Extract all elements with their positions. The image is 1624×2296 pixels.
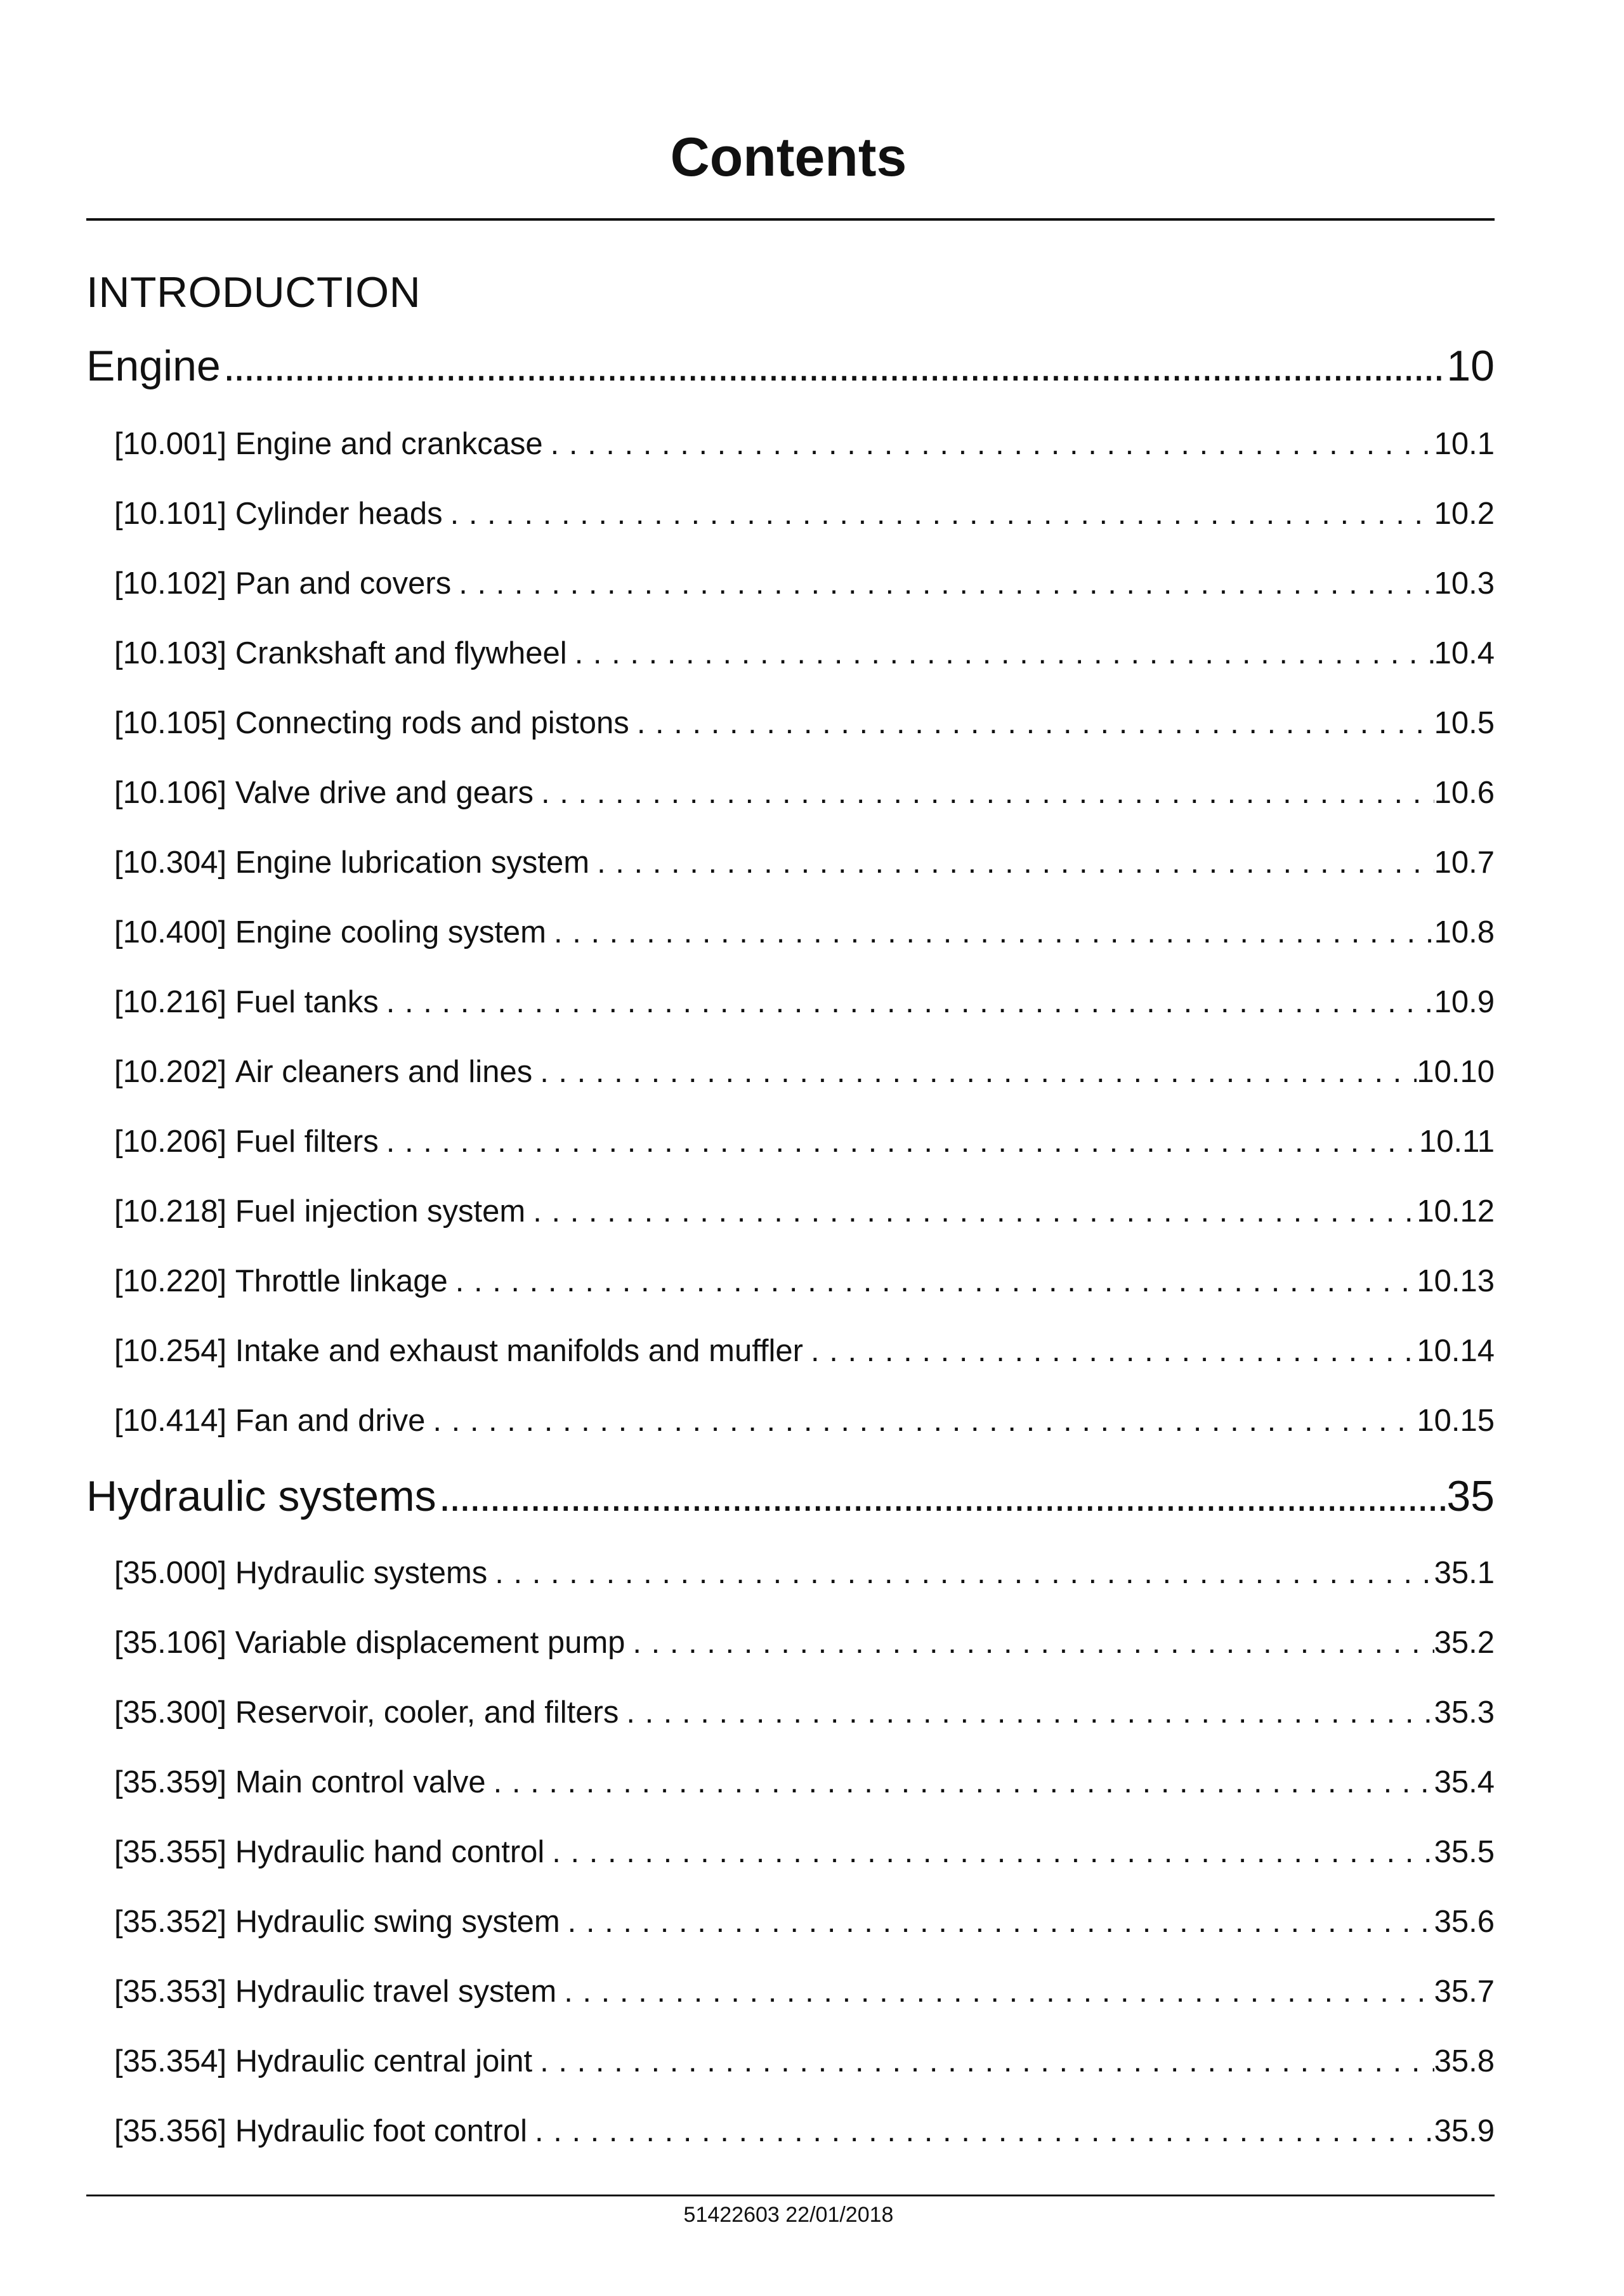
entry-title: Hydraulic systems [235, 1556, 488, 1590]
entry-title: Main control valve [235, 1765, 486, 1799]
entry-page: 10.13 [1417, 1264, 1495, 1298]
dot-leader [619, 1695, 1434, 1730]
entry-title: Engine lubrication system [235, 845, 590, 880]
dot-leader [532, 1054, 1417, 1090]
toc-entry[interactable] [114, 1054, 1495, 1090]
entry-code: [35.353] [114, 1974, 227, 2009]
toc-introduction[interactable]: INTRODUCTION [86, 268, 421, 316]
entry-page: 35.4 [1434, 1765, 1495, 1799]
dot-leader [532, 2044, 1434, 2079]
entry-code: [35.355] [114, 1835, 227, 1869]
dot-leader [448, 1263, 1417, 1299]
entry-page: 10.15 [1417, 1404, 1495, 1438]
entry-code: [35.300] [114, 1695, 227, 1730]
toc-entry[interactable] [114, 1904, 1495, 1940]
entry-code: [35.352] [114, 1905, 227, 1939]
chapter-title: Hydraulic systems [86, 1472, 436, 1520]
entry-page: 10.8 [1434, 915, 1495, 949]
dot-leader [803, 1333, 1417, 1369]
entry-title: Crankshaft and flywheel [235, 636, 567, 670]
entry-title: Engine cooling system [235, 915, 546, 949]
toc-entry[interactable] [114, 2113, 1495, 2149]
entry-title: Hydraulic travel system [235, 1974, 557, 2009]
entry-page: 10.7 [1434, 845, 1495, 880]
entry-code: [10.400] [114, 915, 227, 949]
page-footer: 51422603 22/01/2018 [683, 2203, 894, 2227]
entry-title: Air cleaners and lines [235, 1055, 533, 1089]
entry-code: [10.101] [114, 497, 227, 531]
dot-leader [527, 2113, 1434, 2149]
entry-code: [10.216] [114, 985, 227, 1019]
dot-leader [379, 984, 1434, 1020]
entry-title: Fuel tanks [235, 985, 379, 1019]
entry-page: 35.1 [1434, 1556, 1495, 1590]
toc-entry[interactable] [114, 1263, 1495, 1299]
chapter-title: Engine [86, 342, 221, 390]
dot-leader [629, 705, 1434, 741]
entry-code: [10.202] [114, 1055, 227, 1089]
toc-chapter-hydraulic-systems[interactable] [86, 1471, 1495, 1521]
entry-title: Throttle linkage [235, 1264, 448, 1298]
toc-entry[interactable] [114, 1695, 1495, 1730]
dot-leader [379, 1124, 1419, 1159]
entry-page: 35.3 [1434, 1695, 1495, 1730]
entry-title: Intake and exhaust manifolds and muffler [235, 1334, 803, 1368]
entry-title: Engine and crankcase [235, 427, 543, 461]
toc-entry[interactable] [114, 636, 1495, 671]
toc-entry[interactable] [114, 496, 1495, 532]
entry-title: Pan and covers [235, 566, 452, 601]
dot-leader [534, 775, 1434, 811]
chapter-page: 35 [1446, 1472, 1495, 1520]
entry-title: Hydraulic swing system [235, 1905, 560, 1939]
entry-code: [10.103] [114, 636, 227, 670]
dot-leader [425, 1403, 1417, 1438]
toc-entry[interactable] [114, 566, 1495, 601]
dot-leader [589, 845, 1434, 880]
toc-entry[interactable] [114, 984, 1495, 1020]
toc-entry[interactable] [114, 1124, 1495, 1159]
entry-page: 35.5 [1434, 1835, 1495, 1869]
entry-page: 10.9 [1434, 985, 1495, 1019]
dot-leader [560, 1904, 1434, 1940]
toc-entry[interactable] [114, 1974, 1495, 2009]
entry-title: Reservoir, cooler, and filters [235, 1695, 619, 1730]
entry-page: 10.12 [1417, 1194, 1495, 1229]
entry-page: 10.4 [1434, 636, 1495, 670]
toc-entry[interactable] [114, 1834, 1495, 1870]
toc-entry[interactable] [114, 705, 1495, 741]
entry-title: Fan and drive [235, 1404, 426, 1438]
entry-code: [35.000] [114, 1556, 227, 1590]
dot-leader [486, 1764, 1434, 1800]
footer-rule [86, 2195, 1495, 2196]
dot-leader [439, 1471, 1447, 1521]
entry-page: 10.5 [1434, 706, 1495, 740]
dot-leader [625, 1625, 1434, 1660]
toc-entry[interactable] [114, 1333, 1495, 1369]
dot-leader [451, 566, 1434, 601]
entry-page: 10.10 [1417, 1055, 1495, 1089]
toc-entry[interactable] [114, 775, 1495, 811]
entry-code: [10.414] [114, 1404, 227, 1438]
entry-page: 35.6 [1434, 1905, 1495, 1939]
entry-code: [35.106] [114, 1626, 227, 1660]
toc-entry[interactable] [114, 1403, 1495, 1438]
entry-code: [35.356] [114, 2114, 227, 2148]
dot-leader [567, 636, 1434, 671]
entry-page: 10.14 [1417, 1334, 1495, 1368]
toc-entry[interactable] [114, 915, 1495, 950]
entry-title: Hydraulic foot control [235, 2114, 527, 2148]
entry-page: 35.7 [1434, 1974, 1495, 2009]
entry-page: 10.2 [1434, 497, 1495, 531]
entry-code: [10.254] [114, 1334, 227, 1368]
entry-code: [10.001] [114, 427, 227, 461]
entry-title: Connecting rods and pistons [235, 706, 629, 740]
toc-entry[interactable] [114, 1555, 1495, 1591]
dot-leader [546, 915, 1434, 950]
entry-title: Fuel filters [235, 1125, 379, 1159]
entry-code: [10.105] [114, 706, 227, 740]
entry-page: 10.6 [1434, 776, 1495, 810]
entry-title: Hydraulic hand control [235, 1835, 545, 1869]
entry-code: [35.359] [114, 1765, 227, 1799]
entry-code: [35.354] [114, 2044, 227, 2078]
dot-leader [525, 1194, 1417, 1229]
dot-leader [487, 1555, 1434, 1591]
toc-entry[interactable] [114, 1625, 1495, 1660]
entry-code: [10.218] [114, 1194, 227, 1229]
toc-entry[interactable] [114, 2044, 1495, 2079]
entry-title: Hydraulic central joint [235, 2044, 533, 2078]
dot-leader [443, 496, 1434, 532]
entry-page: 10.3 [1434, 566, 1495, 601]
dot-leader [223, 341, 1447, 391]
dot-leader [543, 426, 1434, 462]
page-title: Contents [670, 127, 907, 188]
toc-chapter-engine[interactable] [86, 341, 1495, 391]
entry-code: [10.206] [114, 1125, 227, 1159]
entry-code: [10.220] [114, 1264, 227, 1298]
toc-entry[interactable] [114, 426, 1495, 462]
entry-code: [10.304] [114, 845, 227, 880]
entry-code: [10.106] [114, 776, 227, 810]
chapter-page: 10 [1446, 342, 1495, 390]
dot-leader [556, 1974, 1434, 2009]
entry-title: Valve drive and gears [235, 776, 534, 810]
entry-page: 10.11 [1419, 1125, 1495, 1159]
entry-title: Fuel injection system [235, 1194, 526, 1229]
toc-entry[interactable] [114, 1764, 1495, 1800]
entry-title: Variable displacement pump [235, 1626, 625, 1660]
entry-page: 35.2 [1434, 1626, 1495, 1660]
entry-code: [10.102] [114, 566, 227, 601]
entry-page: 35.9 [1434, 2114, 1495, 2148]
dot-leader [544, 1834, 1434, 1870]
toc-entry[interactable] [114, 1194, 1495, 1229]
toc-entry[interactable] [114, 845, 1495, 880]
entry-page: 35.8 [1434, 2044, 1495, 2078]
entry-title: Cylinder heads [235, 497, 443, 531]
entry-page: 10.1 [1434, 427, 1495, 461]
header-rule [86, 218, 1495, 221]
